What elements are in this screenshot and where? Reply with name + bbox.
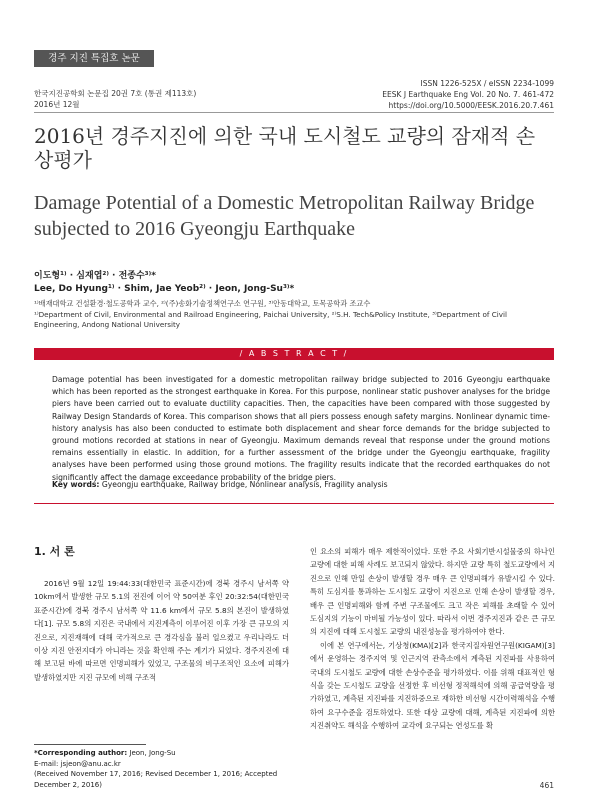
- journal-en: EESK J Earthquake Eng Vol. 20 No. 7. 461-472: [382, 90, 554, 99]
- left-paragraph: 2016년 9월 12일 19:44:33(대한민국 표준시간)에 경북 경주시 남서쪽 약 10km에서 발생한 규모 5.1의 전진에 이어 약 50여분 후인 20:32:54(대한민국 표준시간)에 경북 경주시 남서쪽 약 11.6 km에서 규모 5.8의 본진이 발생하였다[1]. 규모 5.8의 지진은 국내에서 지진계측이 이루어진 이후 가장 큰 규모의 지진으로, 지진재해에 대해 국가적으로 큰 경각심을 불러 일으켰고 우리나라도 더 이상 지진 안전지대가 아니라는 것을 확인해 주는 계기가 되었다. 경주지진에 대해 보고된 바에 따르면 인명피해가 있었고, 구조물의 비구조적인 요소에 피해가 발생하였지만 지진 규모에 비해 구조적: [34, 579, 289, 682]
- doi-link[interactable]: https://doi.org/10.5000/EESK.2016.20.7.461: [388, 101, 554, 110]
- corresponding-author: [34, 748, 289, 759]
- keywords-list: Gyeongju earthquake, Railway bridge, Nonlinear analysis, Fragility analysis: [101, 480, 388, 489]
- header-divider: [34, 112, 554, 113]
- journal-meta-right: [382, 78, 554, 111]
- issn: ISSN 1226-525X / eISSN 2234-1099: [420, 79, 554, 88]
- journal-meta-left: [34, 88, 196, 110]
- section-heading: 1. 서 론: [34, 545, 75, 558]
- abstract-text: Damage potential has been investigated for a domestic metropolitan railway bridge subjected to 2016 Gyeongju earthquake which has been reported as the strongest earthquake in Korea. For this purpose, nonlinear static pushover analyses for the bridge piers have been carried out to evaluate ductility capacities. Then, the capacities have been compared with those suggested by Railway Design Standards of Korea. This comparison shows that all piers possess enough safety margins. Nonlinear dynamic time-history analysis has also been conducted to estimate both displacement and shear force demands for the bridge subjected to ground motions recorded at stations in near of Gyeongju. Maximum demands reveal that response under the ground motions remains essentially in elastic. In addition, for a further assessment of the bridge under the Gyeongju earthquake, fragility analyses have been performed using those ground motions. The fragility results indicate that the recorded earthquakes do not significantly affect the damage exceedance probability of the bridge piers.: [52, 375, 550, 482]
- abstract-header: / A B S T R A C T /: [34, 348, 554, 360]
- keywords: [52, 480, 388, 489]
- footnote-divider: [34, 744, 146, 745]
- corresponding-name: Jeon, Jong-Su: [129, 749, 176, 757]
- received-dates: (Received November 17, 2016; Revised December 1, 2016; Accepted December 2, 2016): [34, 770, 278, 789]
- title-english: Damage Potential of a Domestic Metropolitan Railway Bridge subjected to 2016 Gyeongju Earthquake: [34, 192, 535, 240]
- series-tag: 경주 지진 특집호 논문: [34, 50, 154, 67]
- body-column-left: [34, 577, 289, 684]
- corresponding-label: *Corresponding author:: [34, 749, 128, 757]
- affiliations: [34, 299, 554, 331]
- title-korean: 2016년 경주지진에 의한 국내 도시철도 교량의 잠재적 손상평가: [34, 124, 536, 172]
- body-column-right: [310, 545, 555, 733]
- affiliation-korean: ¹⁾배재대학교 건설환경·철도공학과 교수, ²⁾(주)송화기술정책연구소 연구원, ³⁾안동대학교, 토목공학과 조교수: [34, 299, 371, 308]
- date-ko: 2016년 12월: [34, 100, 80, 109]
- journal-ko: 한국지진공학회 논문집 20권 7호 (통권 제113호): [34, 89, 197, 98]
- page-number: 461: [539, 781, 554, 790]
- abstract-divider: [34, 503, 554, 504]
- email: E-mail: jsjeon@anu.ac.kr: [34, 759, 121, 768]
- right-paragraph-1: 인 요소의 피해가 매우 제한적이었다. 또한 주요 사회기반시설물중의 하나인 교량에 대한 피해 사례도 보고되지 않았다. 하지만 교량 특히 철도교량에서 지진으로 인해 만일 손상이 발생할 경우 매우 큰 인명피해가 유발시킬 수 있다. 특히 도심지를 통과하는 도시철도 교량이 지진으로 인해 손상이 발생할 경우, 배우 큰 인명피해와 함께 주변 구조물에도 크고 작은 피해를 초래할 수 있어 도심지의 기능이 마비될 가능성이 있다. 따라서 이번 경주지진과 같은 큰 규모의 지진에 대해 도시철도 교량의 내진성능을 평가하여야 한다.: [310, 547, 555, 637]
- footnote: [34, 748, 289, 790]
- keywords-label: Key words:: [52, 480, 100, 489]
- authors-korean: 이도형¹⁾ · 심재엽²⁾ · 전종수³⁾*: [34, 271, 156, 281]
- right-paragraph-2: 이에 본 연구에서는, 기상청(KMA)[2]과 한국지질자원연구원(KIGAM)[3]에서 운영하는 경주지역 및 인근지역 관측소에서 계측된 지진파를 사용하여 국내의 도시철도 교량에 대한 손상수준을 평가하였다. 이를 위해 대표적인 형식을 갖는 도시철도 교량을 선정한 후 비선형 정적해석에 의해 공급역량을 평가하였고, 계측된 지진파를 지진하중으로 재하한 비선형 시간이력해석을 수행하여 요구수준을 검토하였다. 또한 대상 교량에 대해, 계측된 지진파에 의한 지진취약도 해석을 수행하여 교각에 요구되는 연성도를 확: [310, 640, 555, 731]
- affiliation-english: ¹⁾Department of Civil, Environmental and Railroad Engineering, Paichai University, ²⁾S.H. Tech&Policy Institute, ³⁾Department of Civil Engineering, Andong National University: [34, 309, 507, 329]
- authors-english: Lee, Do Hyung¹⁾ · Shim, Jae Yeob²⁾ · Jeon, Jong-Su³⁾*: [34, 284, 295, 294]
